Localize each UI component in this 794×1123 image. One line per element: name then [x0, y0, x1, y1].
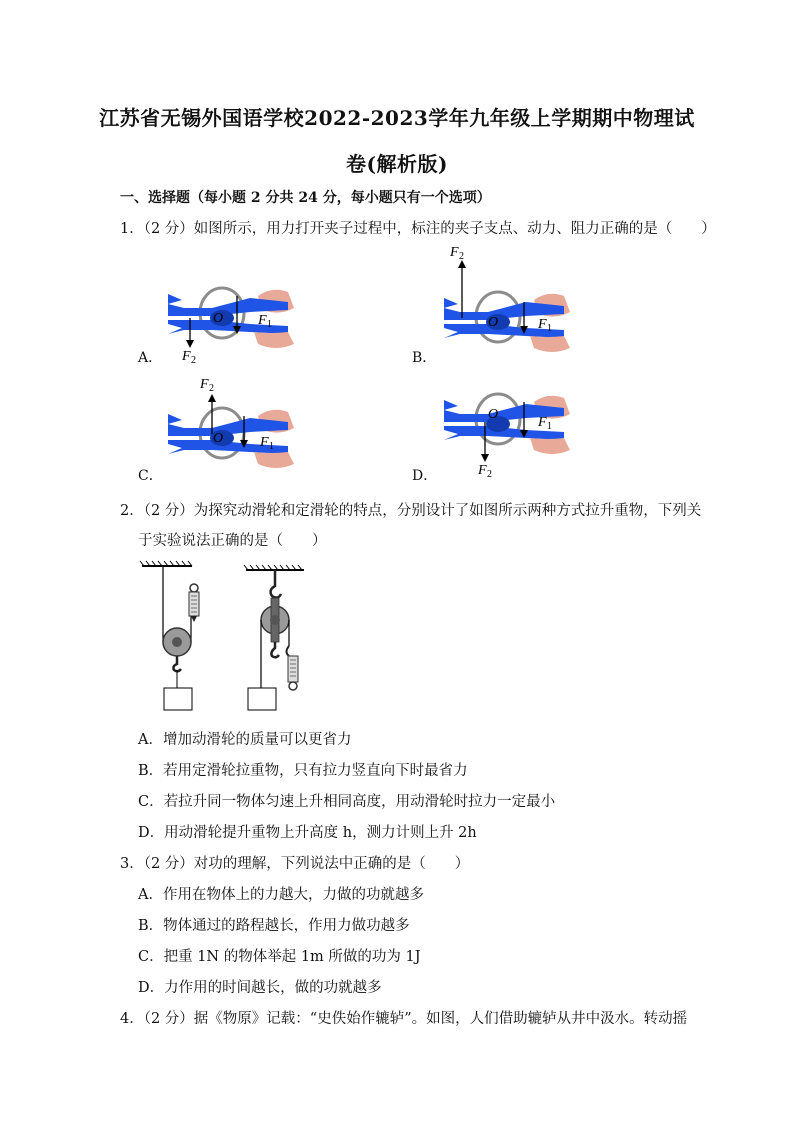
svg-text:O: O [213, 431, 224, 446]
document-title-line2: 卷(解析版) [346, 152, 448, 176]
svg-text:F: F [260, 435, 269, 450]
question-1-figures [120, 238, 680, 488]
clip-figure-d [444, 394, 570, 480]
svg-text:2: 2 [459, 251, 464, 262]
section-heading: 一、选择题（每小题 2 分共 24 分，每小题只有一个选项） [120, 190, 491, 206]
label-f2: F [182, 349, 191, 364]
fixed-pulley-figure [244, 565, 304, 710]
label-f1: F [258, 313, 267, 328]
q3-option-d[interactable]: D．力作用的时间越长，做的功就越多 [138, 980, 382, 996]
q1-option-d[interactable]: D． [412, 468, 438, 484]
svg-text:F: F [450, 245, 459, 260]
svg-text:O: O [488, 407, 499, 422]
q3-option-c[interactable]: C．把重 1N 的物体举起 1m 所做的功为 1J [138, 949, 421, 965]
q2-option-b[interactable]: B．若用定滑轮拉重物，只有拉力竖直向下时最省力 [138, 763, 468, 779]
svg-text:F: F [478, 463, 487, 478]
document-title-line1: 江苏省无锡外国语学校2022-2023学年九年级上学期期中物理试 [99, 106, 695, 130]
q3-option-a[interactable]: A．作用在物体上的力越大，力做的功就越多 [138, 887, 424, 903]
svg-text:F: F [200, 377, 209, 392]
q2-option-c[interactable]: C．若拉升同一物体匀速上升相同高度，用动滑轮时拉力一定最小 [138, 794, 556, 810]
question-3-stem: 3．（2 分）对功的理解，下列说法中正确的是（ ） [120, 856, 470, 872]
question-1-stem: 1．（2 分）如图所示，用力打开夹子过程中，标注的夹子支点、动力、阻力正确的是（ ） [120, 221, 716, 237]
label-o: O [213, 311, 224, 326]
question-2-stem-line1: 2．（2 分）为探究动滑轮和定滑轮的特点，分别设计了如图所示两种方式拉升重物，下列关 [120, 503, 702, 519]
movable-pulley-figure [140, 561, 199, 710]
q1-option-b[interactable]: B． [412, 350, 437, 366]
clip-figure-a [168, 288, 294, 366]
q2-option-d[interactable]: D．用动滑轮提升重物上升高度 h，测力计则上升 2h [138, 825, 477, 841]
clip-figure-c [168, 377, 294, 468]
svg-text:1: 1 [547, 323, 552, 334]
svg-text:1: 1 [269, 441, 274, 452]
q2-option-a[interactable]: A．增加动滑轮的质量可以更省力 [138, 732, 352, 748]
svg-text:2: 2 [487, 469, 492, 480]
svg-text:2: 2 [209, 383, 214, 394]
label-f2-sub: 2 [191, 355, 196, 366]
svg-text:O: O [488, 315, 499, 330]
svg-text:F: F [538, 415, 547, 430]
svg-text:1: 1 [547, 421, 552, 432]
question-4-stem: 4．（2 分）据《物原》记载：“史佚始作辘轳”。如图，人们借助辘轳从井中汲水。转动摇 [120, 1011, 688, 1027]
question-2-pulley-figures [138, 560, 318, 716]
question-2-stem-line2: 于实验说法正确的是（ ） [138, 533, 327, 549]
svg-text:F: F [538, 317, 547, 332]
clip-figure-b [444, 245, 570, 352]
q1-option-c[interactable]: C． [138, 468, 163, 484]
q1-option-a[interactable]: A． [138, 350, 163, 366]
q3-option-b[interactable]: B．物体通过的路程越长，作用力做功越多 [138, 918, 410, 934]
label-f1-sub: 1 [267, 319, 272, 330]
